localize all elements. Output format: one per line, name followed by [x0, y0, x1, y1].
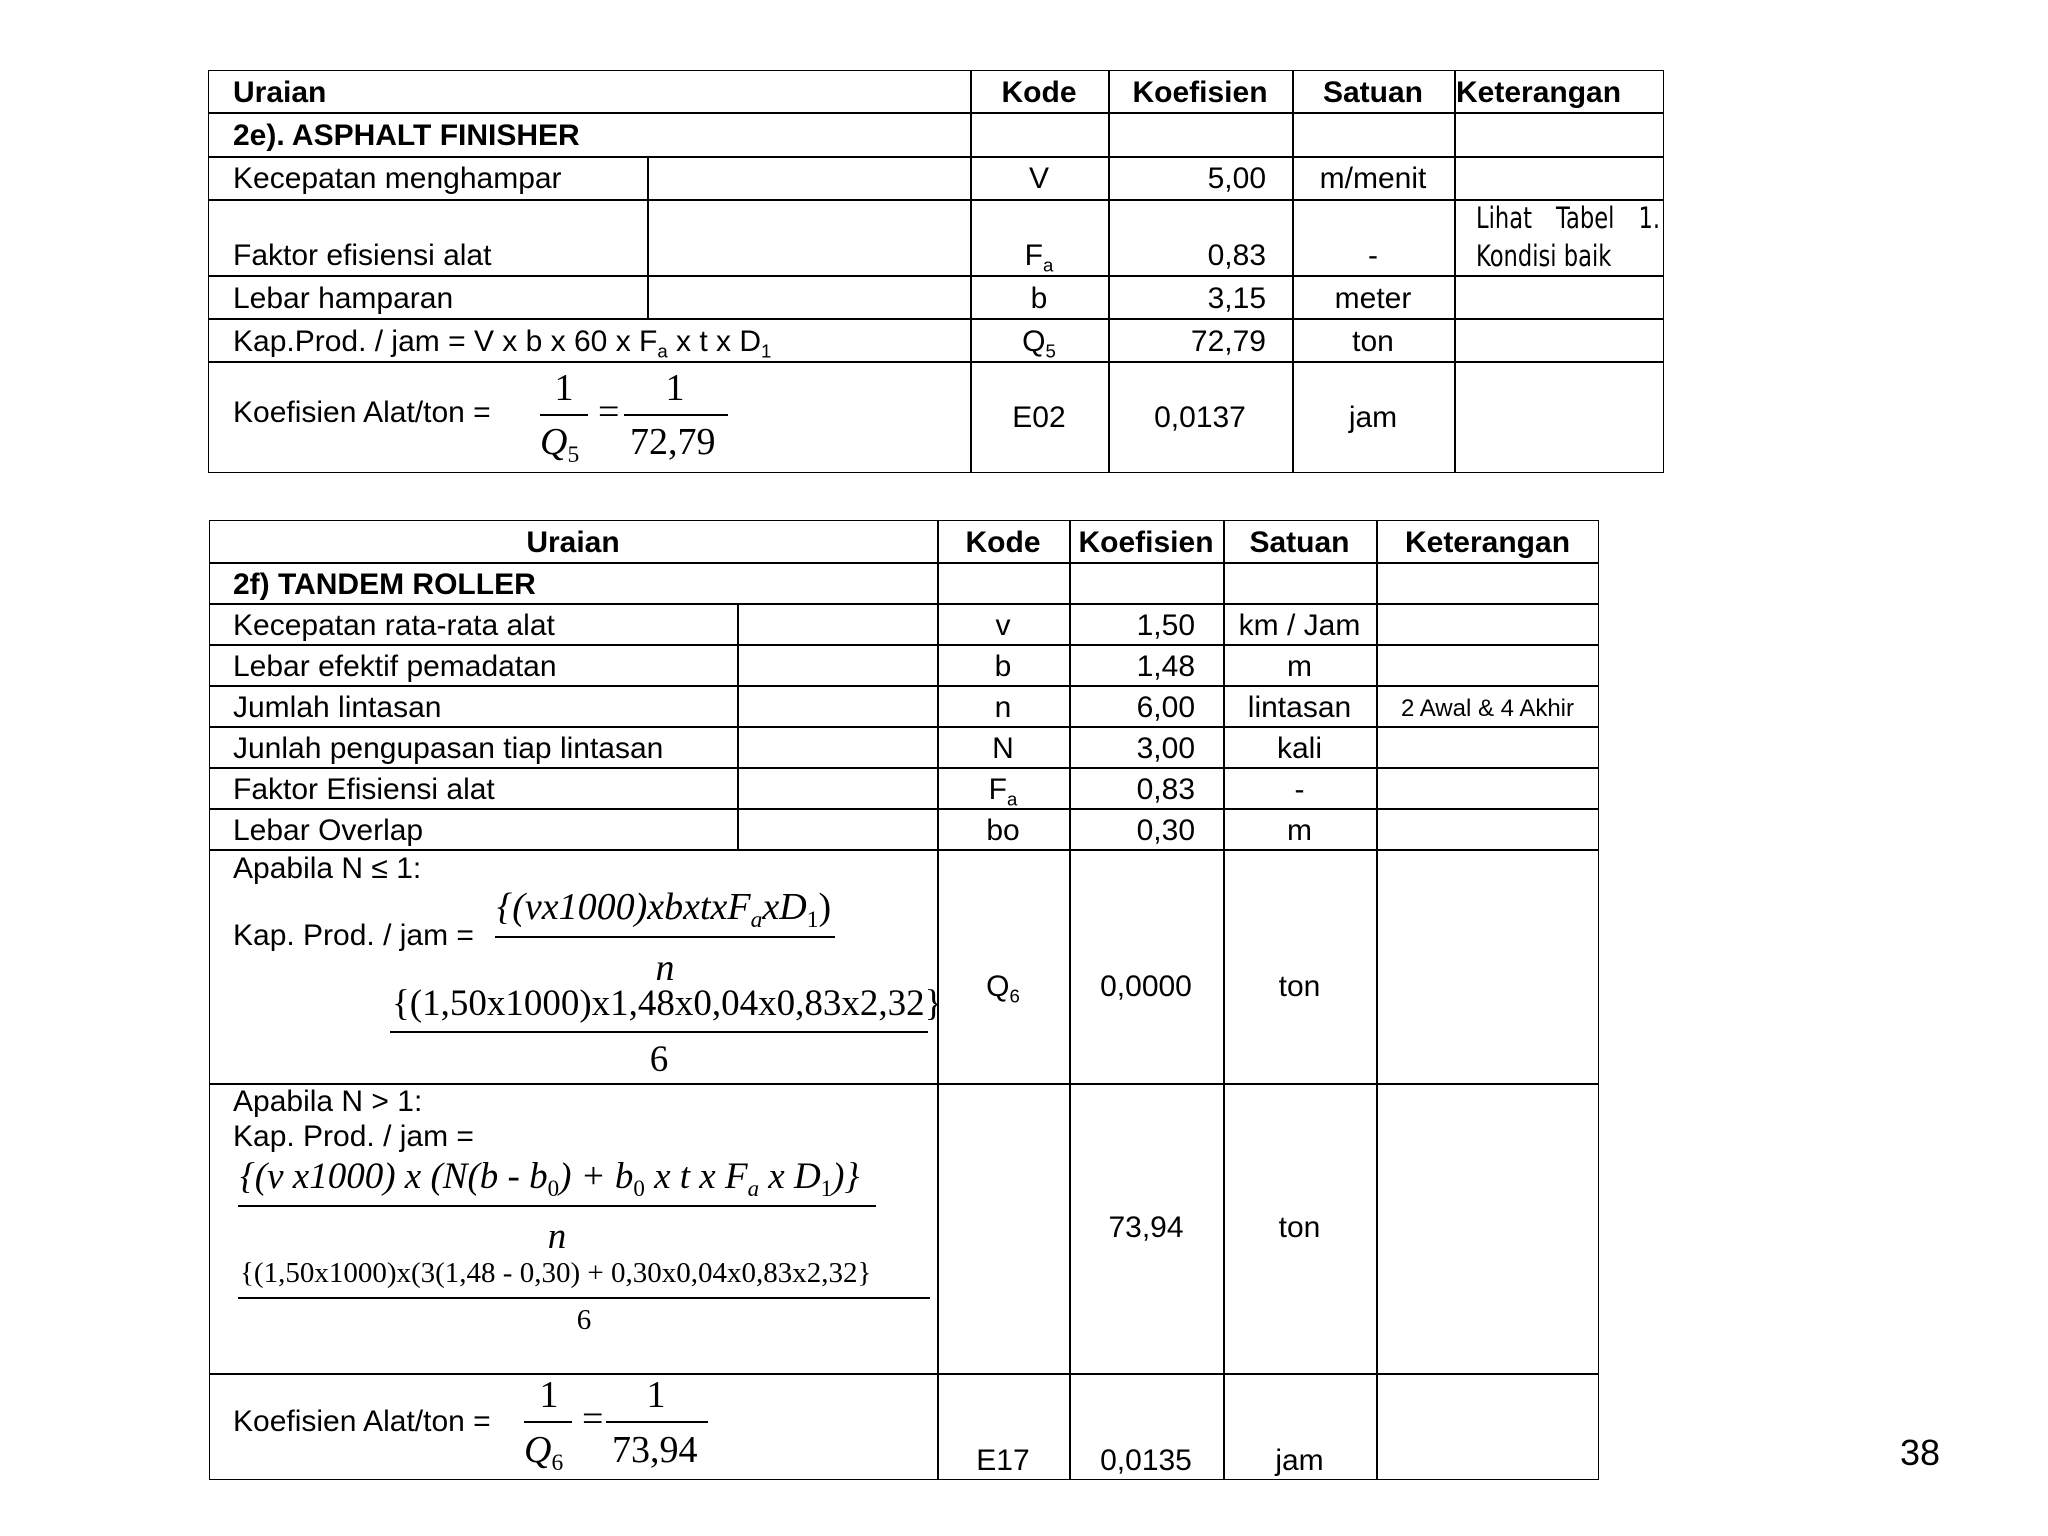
table2-coef-koefisien: 0,0135 [1100, 1444, 1192, 1477]
table1-row-satuan: m/menit [1319, 162, 1427, 195]
table1-row-kode: $F_a$ [1024, 239, 1054, 276]
table1-row-kode: b [1030, 282, 1048, 315]
table1-coef-label: Koefisien Alat/ton = [233, 396, 491, 429]
table1-header-satuan: Satuan [1322, 76, 1424, 109]
case1-koefisien: 0,0000 [1100, 970, 1192, 1003]
table1-row-koefisien: 72,79 [1190, 325, 1266, 358]
formula-equals: = [598, 391, 620, 433]
case2-satuan: ton [1278, 1211, 1321, 1244]
table1-row-koefisien: 5,00 [1207, 162, 1266, 195]
table2-row-koefisien: 6,00 [1136, 691, 1195, 724]
formula-numerator: 1 [646, 1374, 666, 1416]
case2-formula-numerator: {(v x1000) x ($N(b - b_0) + b_0$ x t x $F_a$ x $D_1$)} [240, 1156, 860, 1202]
table1-header-kode: Kode [1001, 76, 1077, 109]
case1-satuan: ton [1278, 970, 1321, 1003]
table2-header-kode: Kode [965, 526, 1041, 559]
case1-formula-numerator: $\{(vx1000)xbxtxF_axD_1)$ [497, 886, 832, 934]
table2-row-uraian: Faktor Efisiensi alat [233, 773, 495, 806]
case1-condition: Apabila N ≤ 1: [233, 852, 422, 885]
formula-numerator: 1 [665, 367, 685, 409]
table2-coef-satuan: jam [1275, 1444, 1324, 1477]
table1-row-satuan: ton [1352, 325, 1394, 358]
table2-row-uraian: Junlah pengupasan tiap lintasan [233, 732, 664, 765]
table1-header-keterangan: Keterangan [1456, 76, 1622, 109]
table1-row-uraian: Kap.Prod. / jam = V x b x 60 x $F_a$ x t x $D_1$ [233, 325, 772, 362]
table2-row-kode: N [992, 732, 1014, 765]
case1-formula-denominator: n [655, 947, 675, 989]
table2-row-uraian: Kecepatan rata-rata alat [233, 609, 555, 642]
table2-row-kode: v [995, 609, 1011, 642]
table1-row-satuan: jam [1348, 401, 1398, 434]
table1-row-koefisien: 0,83 [1207, 239, 1266, 272]
case2-condition: Apabila N > 1: [233, 1085, 423, 1118]
table1-header-koefisien: Koefisien [1132, 76, 1268, 109]
table1-row-keterangan-line1: Lihat Tabel 1. [1476, 201, 1661, 235]
table2-row-kode: bo [986, 814, 1020, 847]
case2-formula-denominator-values: 6 [576, 1304, 592, 1336]
table1-row-keterangan-line2: Kondisi baik [1476, 239, 1612, 273]
page-number: 38 [1900, 1432, 1941, 1473]
table1-row-kode: E02 [1012, 401, 1066, 434]
table1-header-uraian: Uraian [233, 76, 327, 109]
table1-row-koefisien: 3,15 [1207, 282, 1266, 315]
table1-row-kode: V [1028, 162, 1049, 195]
table2-row-satuan: kali [1276, 732, 1322, 765]
table2-row-koefisien: 1,50 [1136, 609, 1195, 642]
table2-header-koefisien: Koefisien [1078, 526, 1214, 559]
case2-formula-numerator-values: {(1,50x1000)x(3(1,48 - 0,30) + 0,30x0,04x0,83x2,32} [240, 1257, 872, 1289]
table2-row-koefisien: 3,00 [1136, 732, 1195, 765]
table2-row-satuan: - [1294, 773, 1305, 806]
case1-kode: $Q_6$ [986, 970, 1020, 1007]
formula-numerator: 1 [539, 1374, 559, 1416]
table2-row-satuan: km / Jam [1238, 609, 1361, 642]
table2-row-uraian: Lebar efektif pemadatan [233, 650, 557, 683]
formula-numerator: 1 [554, 367, 574, 409]
case1-formula-numerator-values: {(1,50x1000)x1,48x0,04x0,83x2,32} [392, 983, 943, 1024]
table1-row-kode: $Q_5$ [1022, 325, 1056, 362]
table1-row-satuan: meter [1334, 282, 1412, 315]
table1-row-uraian: Lebar hamparan [233, 282, 454, 315]
table2-header-keterangan: Keterangan [1404, 526, 1571, 559]
table2-row-satuan: lintasan [1247, 691, 1352, 724]
case2-label: Kap. Prod. / jam = [233, 1120, 474, 1153]
table2-row-koefisien: 0,83 [1136, 773, 1195, 806]
case1-label: Kap. Prod. / jam = [233, 919, 474, 952]
formula-denominator: $Q_6$ [524, 1429, 564, 1477]
table1-section-title: 2e). ASPHALT FINISHER [233, 119, 580, 152]
formula-denominator: $Q_5$ [540, 421, 580, 469]
table2-row-kode: $F_a$ [988, 773, 1018, 810]
table2-row-koefisien: 1,48 [1136, 650, 1195, 683]
table2-row-uraian: Jumlah lintasan [233, 691, 442, 724]
table2-coef-kode: E17 [976, 1444, 1030, 1477]
table1-row-uraian: Faktor efisiensi alat [233, 239, 492, 272]
table2-row-kode: b [994, 650, 1012, 683]
table2-row-uraian: Lebar Overlap [233, 814, 424, 847]
table2-header-uraian: Uraian [526, 526, 620, 559]
table1-row-satuan: - [1368, 239, 1378, 272]
case2-formula-denominator: n [547, 1216, 567, 1257]
table2-coef-label: Koefisien Alat/ton = [233, 1405, 491, 1438]
formula-denominator: 72,79 [630, 421, 716, 463]
formula-denominator: 73,94 [612, 1429, 698, 1471]
table2-section-title: 2f) TANDEM ROLLER [233, 568, 536, 601]
table2-row-satuan: m [1287, 814, 1312, 847]
case2-koefisien: 73,94 [1108, 1211, 1184, 1244]
table2-row-koefisien: 0,30 [1136, 814, 1195, 847]
table2-row-kode: n [994, 691, 1012, 724]
case1-formula-denominator-values: 6 [649, 1039, 669, 1080]
table1-row-koefisien: 0,0137 [1154, 401, 1246, 434]
table2-header-satuan: Satuan [1249, 526, 1350, 559]
table2-row-keterangan: 2 Awal & 4 Akhir [1401, 695, 1574, 722]
table2-row-satuan: m [1287, 650, 1312, 683]
table1-row-uraian: Kecepatan menghampar [233, 162, 562, 195]
formula-equals: = [582, 1398, 604, 1440]
